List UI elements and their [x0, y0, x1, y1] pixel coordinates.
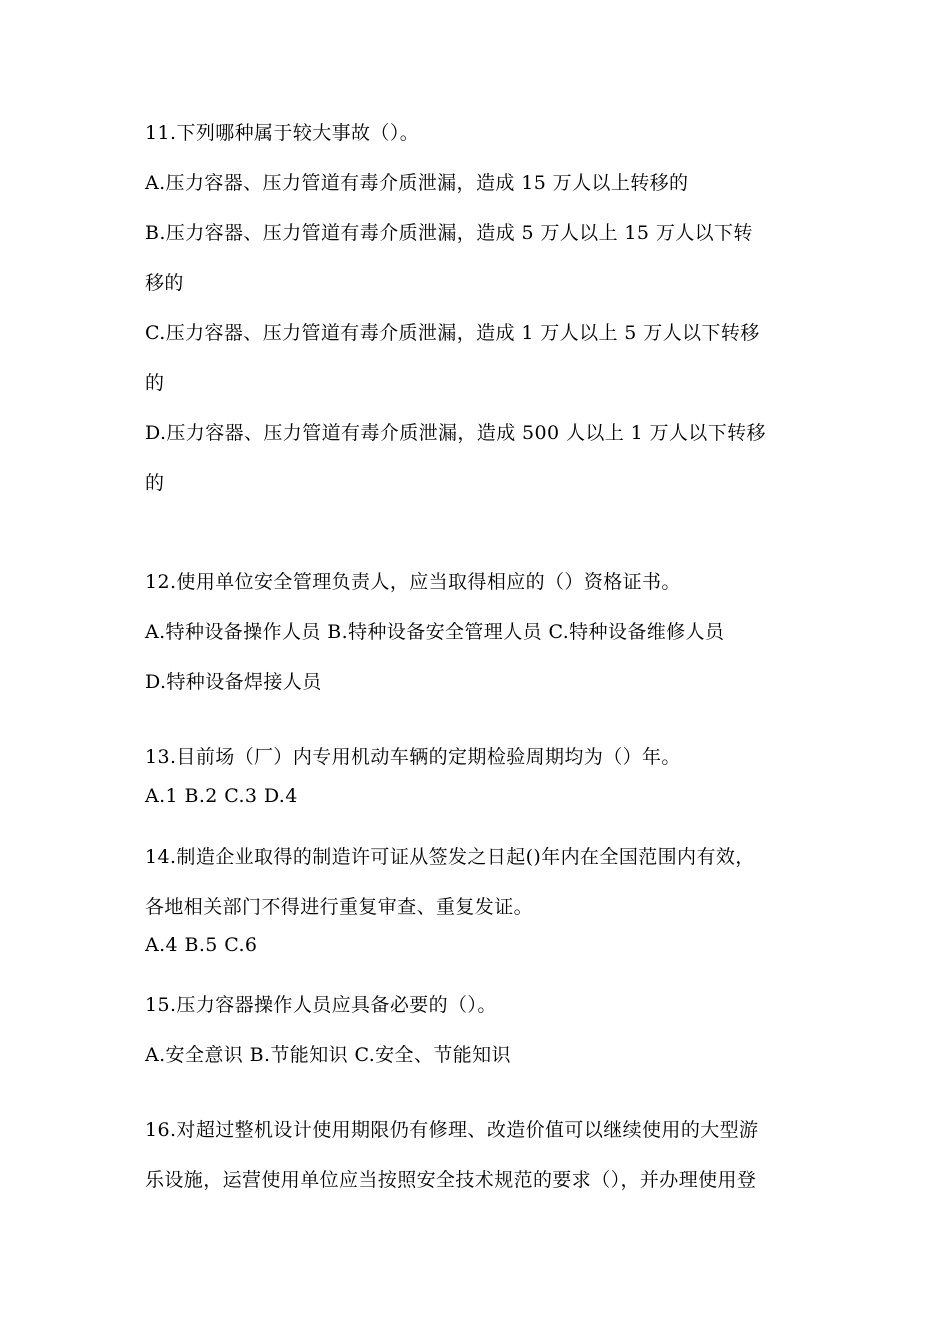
question-12-options: A.特种设备操作人员 B.特种设备安全管理人员 C.特种设备维修人员: [145, 621, 725, 643]
question-12-options-cont: D.特种设备焊接人员: [145, 671, 322, 693]
question-16-stem-cont: 乐设施，运营使用单位应当按照安全技术规范的要求（），并办理使用登: [145, 1169, 757, 1191]
question-13-stem: 13.目前场（厂）内专用机动车辆的定期检验周期均为（）年。: [145, 746, 681, 768]
question-14-options: A.4 B.5 C.6: [145, 934, 258, 956]
question-11-option-c-cont: 的: [145, 372, 165, 394]
question-14-stem: 14.制造企业取得的制造许可证从签发之日起()年内在全国范围内有效，: [145, 846, 755, 868]
question-11-option-b-cont: 移的: [145, 272, 184, 294]
question-15-options: A.安全意识 B.节能知识 C.安全、节能知识: [145, 1044, 511, 1066]
question-12-stem: 12.使用单位安全管理负责人，应当取得相应的（）资格证书。: [145, 571, 681, 593]
question-14-stem-cont: 各地相关部门不得进行重复审查、重复发证。: [145, 896, 534, 918]
question-15-stem: 15.压力容器操作人员应具备必要的（）。: [145, 994, 497, 1016]
question-13-options: A.1 B.2 C.3 D.4: [145, 785, 298, 807]
question-11-option-c: C.压力容器、压力管道有毒介质泄漏，造成 1 万人以上 5 万人以下转移: [145, 322, 760, 344]
question-11-option-d-cont: 的: [145, 472, 165, 494]
question-11-option-d: D.压力容器、压力管道有毒介质泄漏，造成 500 人以上 1 万人以下转移: [145, 422, 766, 444]
question-11-option-a: A.压力容器、压力管道有毒介质泄漏，造成 15 万人以上转移的: [145, 172, 689, 194]
question-11-option-b: B.压力容器、压力管道有毒介质泄漏，造成 5 万人以上 15 万人以下转: [145, 222, 753, 244]
question-16-stem: 16.对超过整机设计使用期限仍有修理、改造价值可以继续使用的大型游: [145, 1119, 759, 1141]
question-11-stem: 11.下列哪种属于较大事故（）。: [145, 122, 420, 144]
